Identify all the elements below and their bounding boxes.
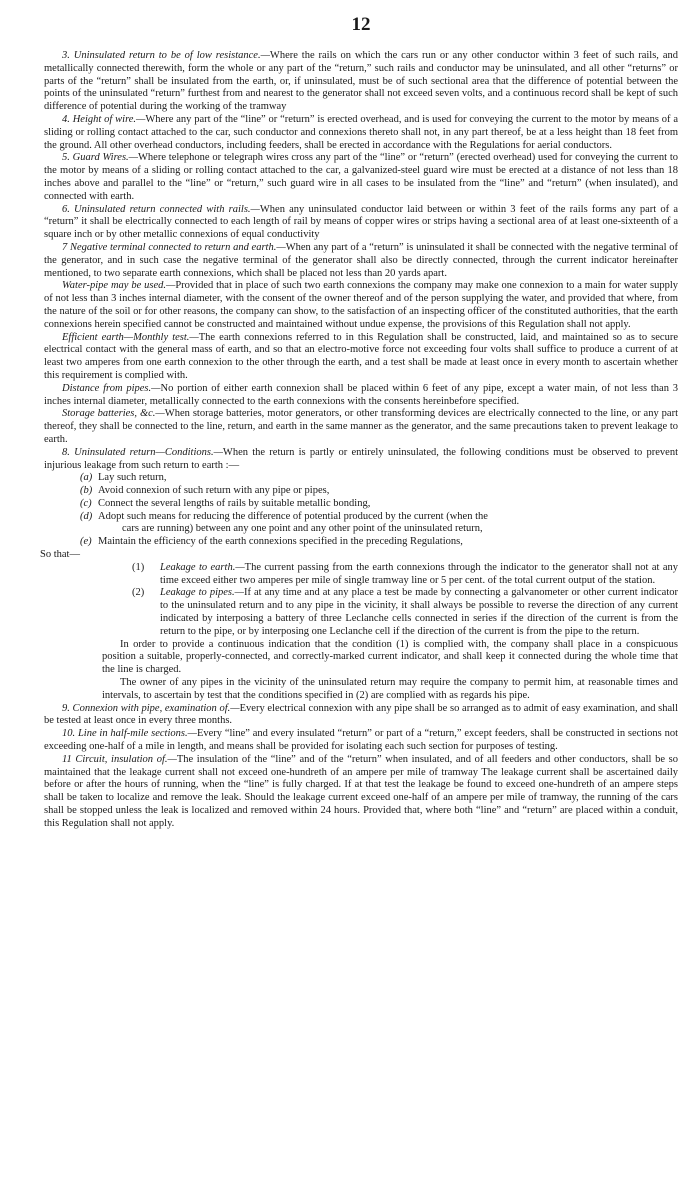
condition-item: [80, 485, 678, 498]
regulation-9-heading: 9. Connexion with pipe, examination of.—: [62, 702, 240, 714]
regulation-10-heading: 10. Line in half-mile sections.—: [62, 728, 197, 740]
distance-pipes-paragraph: [44, 383, 678, 409]
regulation-7-heading: 7 Negative terminal connected to return and earth.—: [62, 241, 286, 253]
sub-item-leakage-earth: [132, 562, 678, 588]
condition-item: [80, 536, 678, 549]
conditions-list: [44, 472, 678, 549]
so-that-label: So that—: [40, 549, 80, 561]
water-pipe-heading: Water-pipe may be used.—: [62, 280, 176, 292]
regulation-7: [44, 242, 678, 280]
sub-item-body: If at any time and at any place a test be made by connecting a galvanometer or other current indicator to the uninsulated return and to any pipe in the vicinity, it shall always be possible to reverse the direction of any current indicated by interposing a battery of three Leclanche cells connected in series if the direction of the current is from the return to the pipe, or by interposing one Leclanche cell if the direction of the current is from the pipe to the return.: [160, 587, 678, 637]
condition-text: Maintain the efficiency of the earth connexions specified in the preceding Regulations,: [98, 536, 463, 548]
sub-item-leakage-pipes: [132, 587, 678, 638]
sub-item-label: (2): [132, 587, 145, 599]
condition-text: Lay such return,: [98, 472, 167, 484]
regulation-3-heading: 3. Uninsulated return to be of low resistance.—: [62, 50, 270, 61]
indicator-paragraph: In order to provide a continuous indication that the condition (1) is complied with, the company shall place in a conspicuous position a suitable, properly-connected, and correctly-marked current indicator, and shall keep it connected during the whole time that the line is charged.: [102, 638, 678, 676]
regulation-3-body: Where the rails on which the cars run or any other conductor within 3 feet of such rails, and metallically connected therewith, form the whole or any part of the “return,” such rails and conductor may be uninsulated, and all other “returns” or parts of the “return” shall be insulated from the earth, or, if uninsulated, must be of such sectional area that the difference of potential between the points of the uninsulated “return” furthest from and nearest to the generator shall not exceed seven volts, and a continuous record shall be kept of such difference of potential during the working of the tramway: [44, 50, 678, 113]
condition-label: (a): [80, 472, 93, 484]
regulation-9: [44, 703, 678, 729]
regulation-5: [44, 152, 678, 203]
water-pipe-paragraph: [44, 280, 678, 331]
regulation-5-heading: 5. Guard Wires.—: [62, 152, 138, 164]
regulation-4-heading: 4. Height of wire.—: [62, 113, 146, 125]
regulation-11: [44, 754, 678, 831]
regulation-10: [44, 728, 678, 754]
regulation-6-body: When any uninsulated conductor laid between or within 3 feet of the rails forms any part of a “return” it shall be electrically connected to each length of rail by means of copper wires or strips having a sectional area of at least one-sixteenth of a square inch or by other metallic connexions of equal conductivity: [44, 203, 678, 241]
regulation-6: [44, 204, 678, 242]
regulation-4-body: Where any part of the “line” or “return” is erected overhead, and is used for conveying the current to the motor by means of a sliding or rolling contact attached to the car, such conductor and connexions thereto shall not, in any part thereof, be at a less height than 18 feet from the ground. All other overhead conductors, including feeders, shall be erected in accordance with the Regulations for aerial conductors.: [44, 113, 678, 151]
condition-label: (d): [80, 510, 93, 522]
efficient-earth-body: The earth connexions referred to in this Regulation shall be constructed, laid, and maintained so as to secure electrical contact with the general mass of earth, and so that an electro-motive force not exceeding four volts shall suffice to produce a current of at least two amperes from one earth connexion to the other through the earth, and a test shall be made at least once in every month to ascertain whether this requirement is complied with.: [44, 331, 678, 381]
regulation-4: [44, 114, 678, 152]
regulation-11-heading: 11 Circuit, insulation of.—: [62, 753, 177, 765]
efficient-earth-heading: Efficient earth—Monthly test.—: [62, 331, 199, 343]
condition-text: Adopt such means for reducing the difference of potential produced by the current (when the: [98, 510, 488, 522]
sub-item-label: (1): [132, 561, 145, 573]
condition-text: Connect the several lengths of rails by suitable metallic bonding,: [98, 497, 371, 509]
condition-label: (e): [80, 536, 92, 548]
storage-batteries-paragraph: [44, 408, 678, 446]
regulation-3: [44, 50, 678, 114]
regulation-5-body: Where telephone or telegraph wires cross any part of the “line” or “return” (erected overhead) used for conveying the current to the motor by means of a sliding or rolling contact attached to the car, a galvanized-steel guard wire must be erected at a distance of not less than 18 inches above and parallel to the “line” or “return,” such guard wire in all cases to be insulated from the “line” and “return” (when insulated), and connected with earth.: [44, 152, 678, 202]
regulation-8-body: When the return is partly or entirely uninsulated, the following conditions must be observed to prevent injurious leakage from such return to earth :—: [44, 446, 678, 471]
condition-continuation: cars are running) between any one point and any other point of the uninsulated return,: [122, 523, 483, 535]
condition-text: Avoid connexion of such return with any pipe or pipes,: [98, 485, 330, 497]
regulation-8-heading: 8. Uninsulated return—Conditions.—: [62, 446, 223, 458]
pipe-owner-paragraph: The owner of any pipes in the vicinity of the uninsulated return may require the company to permit him, at reasonable times and intervals, to ascertain by test that the conditions specified in (2) are complied with as regards his pipe.: [102, 677, 678, 701]
regulation-8: [44, 447, 678, 473]
condition-item: [80, 511, 678, 537]
page-number: 12: [351, 14, 371, 35]
regulation-10-body: Every “line” and every insulated “return” or part of a “return,” except feeders, shall be constructed in sections not exceeding one-half of a mile in length, and means shall be provided for isolating each such section for purposes of testing.: [44, 728, 678, 753]
efficient-earth-paragraph: [44, 332, 678, 383]
storage-batteries-body: When storage batteries, motor generators, or other transforming devices are electrically connected to the line, or any part thereof, they shall be connected to the line, return, and earth in the same manner as the generator, and the same precautions taken to prevent leakage to earth.: [44, 408, 679, 445]
sub-items: [102, 561, 678, 703]
regulation-11-body: The insulation of the “line” and of the “return” when insulated, and of all feeders and other conductors, shall be so maintained that the leakage current shall not exceed one-hundreth of an ampere per mile of tramway The leakage current shall be ascertained daily before or after the hours of running, when the “line” is fully charged. If at that test the leakage be found to exceed one-hundreth of an ampere steps shall be taken to localize and remove the leak. Should the leakage current exceed one-half of an ampere per mile of tramway, the running of the cars shall be stopped unless the leak is localized and removed within 24 hours. Provided that, where both “line” and “return” are placed within a conduit, this Regulation shall not apply.: [44, 753, 678, 829]
condition-item: [80, 472, 678, 485]
water-pipe-body: Provided that in place of such two earth connexions the company may make one connexion to a main for water supply of not less than 3 inches internal diameter, with the consent of the owner thereof and of the person supplying the water, and provided that where, from the nature of the soil or for other reasons, the company can show, to the satisfaction of an inspecting officer of the constituted authorities, that the earth connexions herein specified cannot be constructed and maintained without undue expense, the provisions of this Regulation shall not apply.: [44, 280, 679, 330]
regulation-6-heading: 6. Uninsulated return connected with rails.—: [62, 203, 260, 215]
storage-batteries-heading: Storage batteries, &c.—: [62, 408, 165, 420]
regulation-7-body: When any part of a “return” is uninsulated it shall be connected with the negative terminal of the generator, and in such case the negative terminal of the generator shall also be directly connected, through the current indicator hereinafter mentioned, to two separate earth connexions, which shall be placed not less than 20 yards apart.: [44, 241, 678, 279]
distance-pipes-body: No portion of either earth connexion shall be placed within 6 feet of any pipe, except a water main, of not less than 3 inches internal diameter, metallically connected to the earth connexions with the consents hereinbefore specified.: [44, 382, 678, 407]
condition-label: (c): [80, 497, 92, 509]
regulation-9-body: Every electrical connexion with any pipe shall be so arranged as to admit of easy examination, and shall be tested at least once in every three months.: [44, 702, 678, 727]
distance-pipes-heading: Distance from pipes.—: [62, 382, 161, 394]
sub-item-heading: Leakage to earth.—: [160, 561, 245, 573]
condition-item: [80, 498, 678, 511]
sub-item-heading: Leakage to pipes.—: [160, 587, 244, 599]
condition-label: (b): [80, 485, 93, 497]
sub-item-body: The current passing from the earth connexions through the indicator to the generator shall not at any time exceed either two amperes per mile of single tramway line or 5 per cent. of the total current output of the station.: [160, 561, 678, 586]
